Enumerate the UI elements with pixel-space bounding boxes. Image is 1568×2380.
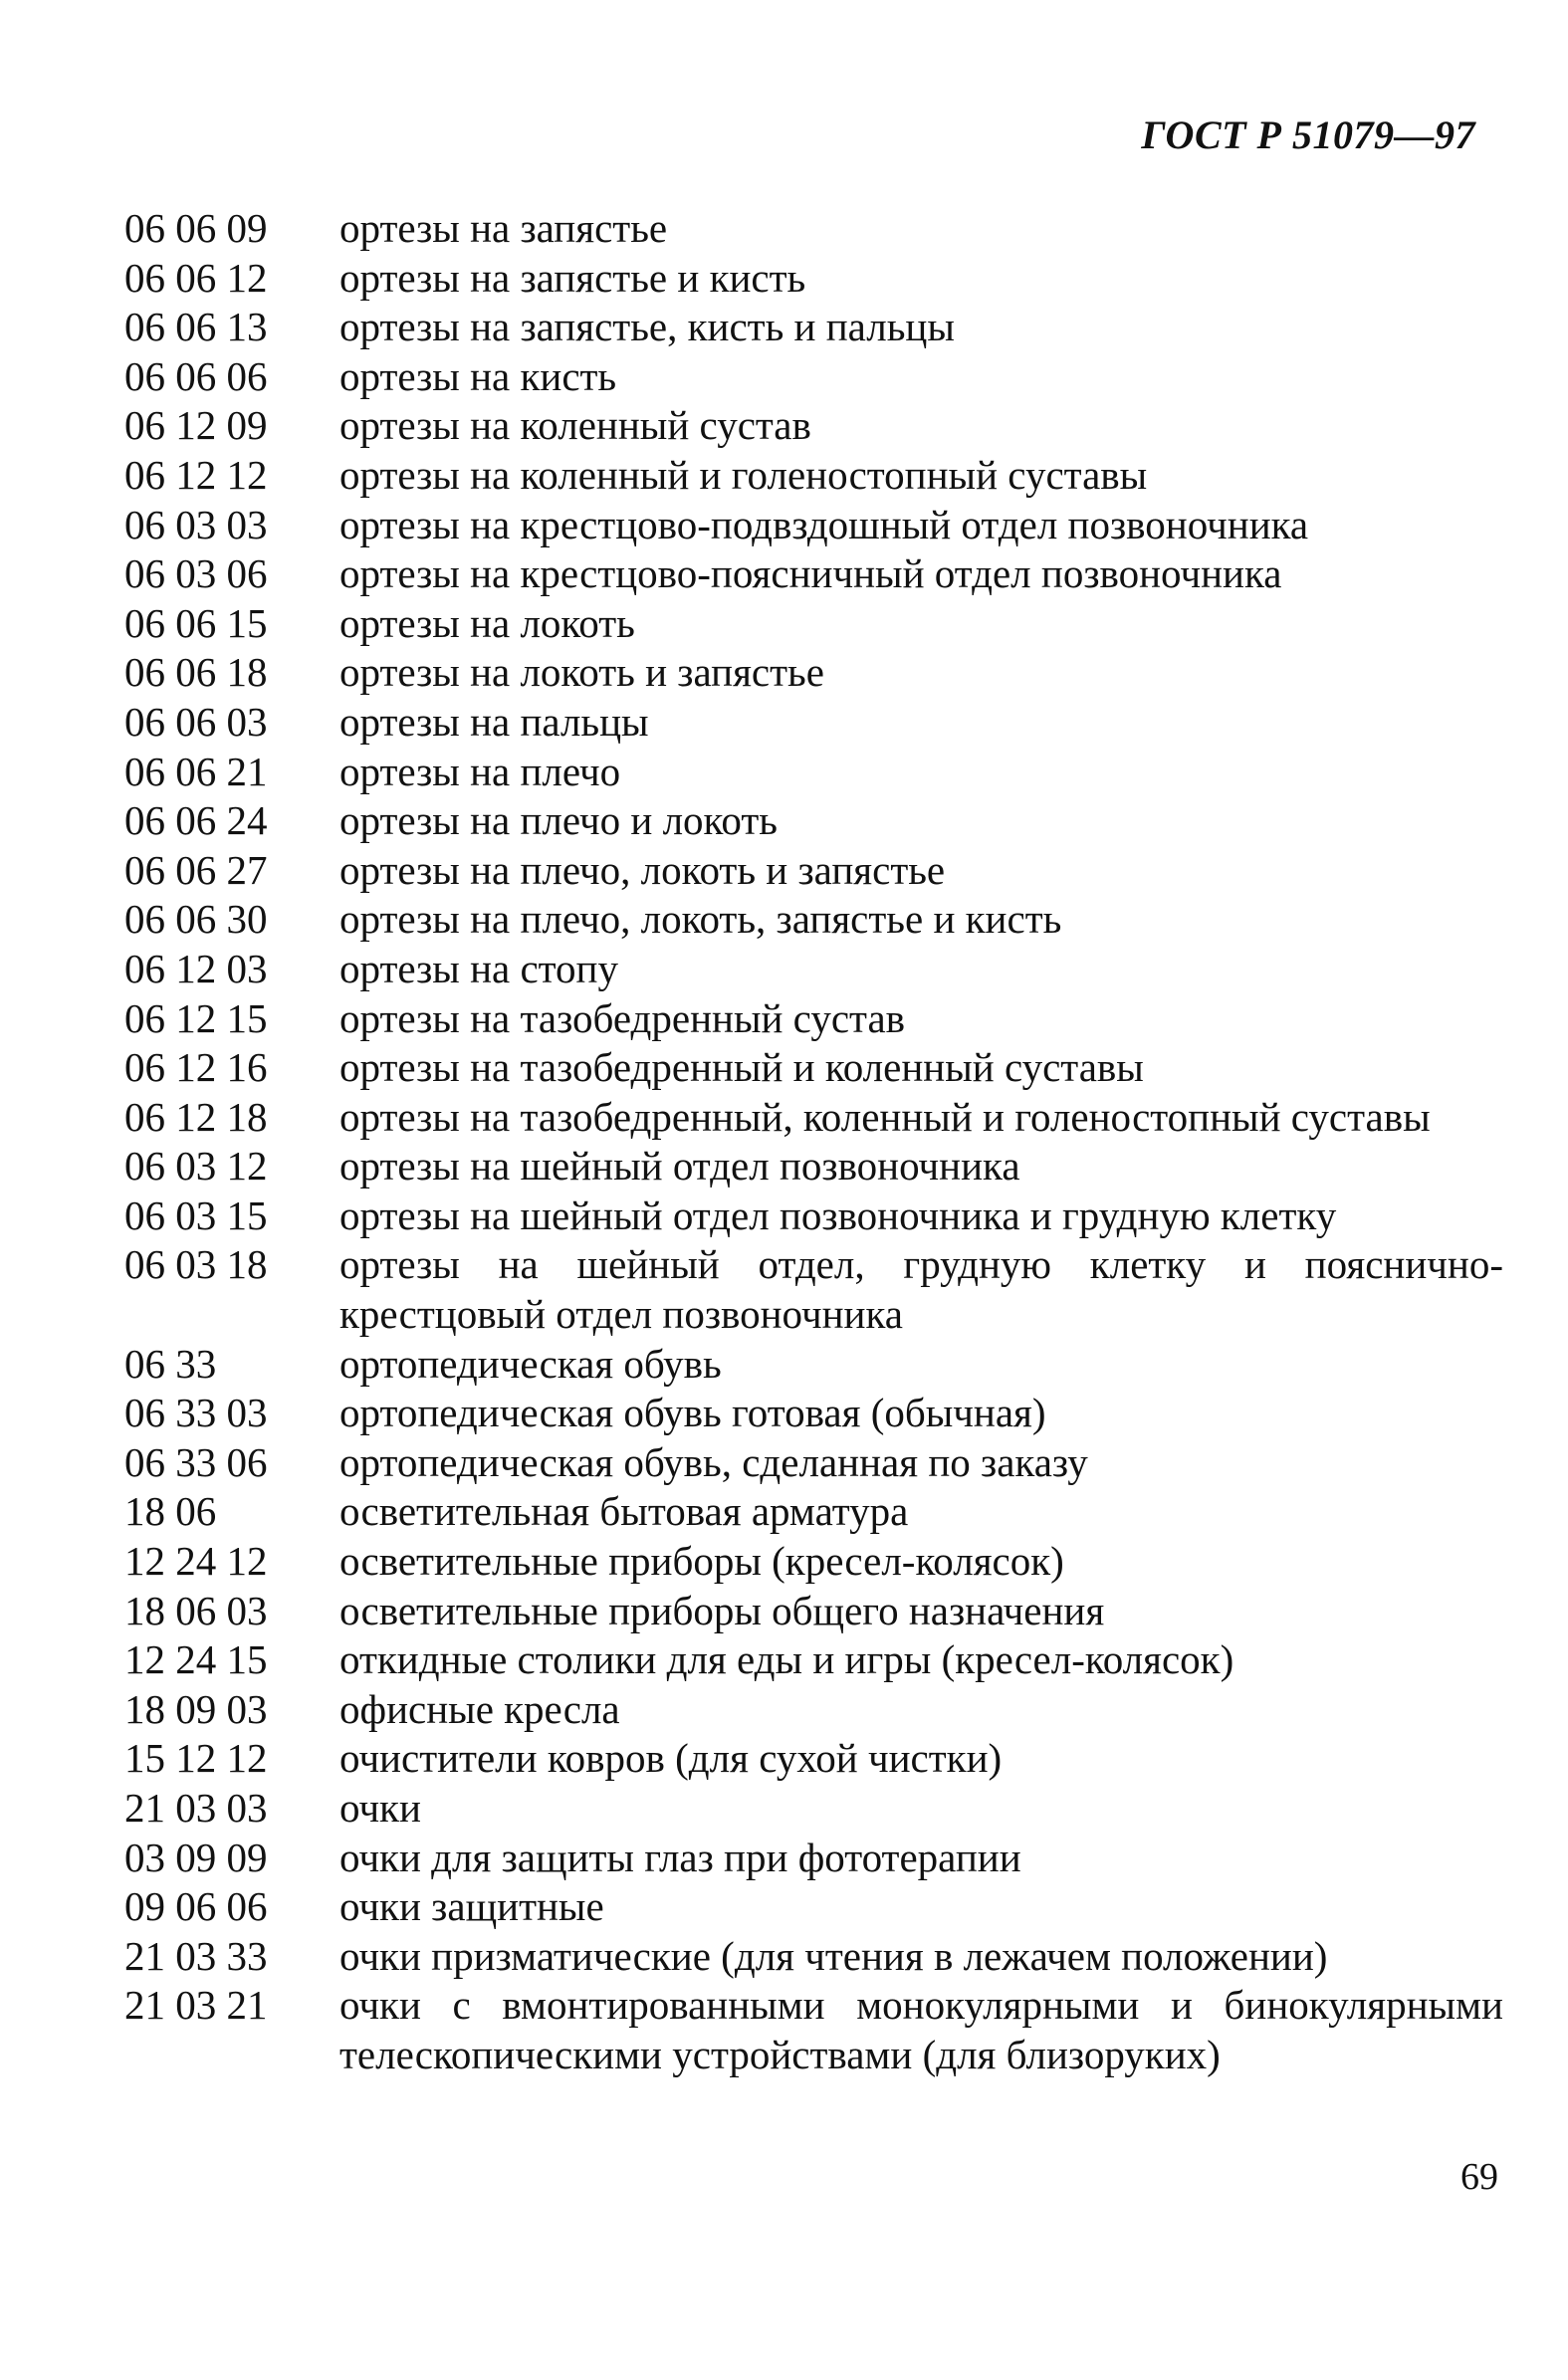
entry-term: ортезы на шейный отдел позвоночника и грудную клетку bbox=[339, 1191, 1337, 1238]
entry-term: ортезы на запястье и кисть bbox=[339, 254, 806, 301]
entry-code: 06 06 24 bbox=[124, 797, 268, 844]
index-entry bbox=[124, 401, 1503, 451]
index-entry bbox=[124, 748, 1503, 797]
entry-code: 06 33 bbox=[124, 1340, 217, 1387]
index-entry bbox=[124, 1191, 1503, 1241]
index-entry bbox=[124, 698, 1503, 748]
index-entry bbox=[124, 1537, 1503, 1587]
page-number: 69 bbox=[1460, 2156, 1498, 2198]
index-entry bbox=[124, 1685, 1503, 1735]
index-entry bbox=[124, 1340, 1503, 1390]
entry-term: ортезы на стопу bbox=[339, 945, 618, 991]
index-entry bbox=[124, 1734, 1503, 1784]
entry-term: ортезы на тазобедренный, коленный и голеностопный суставы bbox=[339, 1093, 1431, 1140]
index-entry bbox=[124, 648, 1503, 698]
entry-term: ортезы на крестцово-поясничный отдел позвоночника bbox=[339, 550, 1282, 597]
entry-code: 06 03 12 bbox=[124, 1143, 268, 1190]
entry-term: очки защитные bbox=[339, 1883, 604, 1930]
entry-code: 06 06 03 bbox=[124, 698, 268, 745]
entry-term: очистители ковров (для сухой чистки) bbox=[339, 1735, 1003, 1782]
entry-code: 21 03 03 bbox=[124, 1785, 268, 1831]
index-entry bbox=[124, 254, 1503, 304]
entry-term: ортопедическая обувь готовая (обычная) bbox=[339, 1390, 1046, 1436]
entry-term: ортезы на плечо и локоть bbox=[339, 797, 778, 844]
entry-term: осветительная бытовая арматура bbox=[339, 1488, 909, 1535]
index-entry bbox=[124, 303, 1503, 352]
entry-code: 06 06 09 bbox=[124, 205, 268, 251]
entry-term: очки для защиты глаз при фототерапии bbox=[339, 1834, 1021, 1880]
entry-term: очки bbox=[339, 1785, 421, 1831]
entry-code: 06 06 13 bbox=[124, 304, 268, 350]
entry-term: ортезы на тазобедренный сустав bbox=[339, 994, 906, 1041]
entry-term: офисные кресла bbox=[339, 1685, 620, 1732]
entry-code: 06 06 18 bbox=[124, 649, 268, 696]
entry-term: осветительные приборы (кресел-колясок) bbox=[339, 1538, 1064, 1585]
entry-code: 06 06 27 bbox=[124, 846, 268, 893]
index-entry bbox=[124, 945, 1503, 994]
entry-code: 12 24 12 bbox=[124, 1538, 268, 1585]
index-entry bbox=[124, 1043, 1503, 1093]
entry-term: ортезы на плечо, локоть, запястье и кисть bbox=[339, 896, 1062, 943]
entry-code: 12 24 15 bbox=[124, 1636, 268, 1683]
entry-code: 06 12 03 bbox=[124, 945, 268, 991]
entry-code: 06 33 06 bbox=[124, 1438, 268, 1485]
entry-code: 21 03 21 bbox=[124, 1982, 268, 2029]
entry-code: 15 12 12 bbox=[124, 1735, 268, 1782]
index-entry bbox=[124, 204, 1503, 254]
index-entry bbox=[124, 846, 1503, 896]
index-entry bbox=[124, 1438, 1503, 1488]
index-entry bbox=[124, 1834, 1503, 1883]
entry-code: 06 06 30 bbox=[124, 896, 268, 943]
index-entry bbox=[124, 1093, 1503, 1143]
entry-code: 06 06 15 bbox=[124, 599, 268, 646]
entry-code: 06 03 18 bbox=[124, 1241, 268, 1288]
entry-code: 06 03 15 bbox=[124, 1191, 268, 1238]
entry-code: 06 12 15 bbox=[124, 994, 268, 1041]
entry-code: 06 12 09 bbox=[124, 402, 268, 449]
entry-code: 06 03 03 bbox=[124, 501, 268, 547]
index-entry bbox=[124, 451, 1503, 501]
entry-term: ортезы на локоть и запястье bbox=[339, 649, 824, 696]
entry-code: 06 12 18 bbox=[124, 1093, 268, 1140]
entry-term: ортезы на шейный отдел, грудную клетку и пояснично-крестцовый отдел позвоночника bbox=[339, 1241, 1503, 1338]
entry-code: 09 06 06 bbox=[124, 1883, 268, 1930]
index-entry bbox=[124, 501, 1503, 550]
entry-term: ортезы на коленный и голеностопный суставы bbox=[339, 451, 1148, 498]
index-entry bbox=[124, 1240, 1503, 1339]
entry-code: 18 06 bbox=[124, 1488, 217, 1535]
entry-term: ортезы на коленный сустав bbox=[339, 402, 811, 449]
entry-term: ортезы на локоть bbox=[339, 599, 635, 646]
entry-code: 06 06 12 bbox=[124, 254, 268, 301]
entry-code: 06 06 06 bbox=[124, 352, 268, 399]
entry-term: ортопедическая обувь bbox=[339, 1340, 722, 1387]
index-entry bbox=[124, 549, 1503, 599]
index-entry bbox=[124, 895, 1503, 945]
entry-term: осветительные приборы общего назначения bbox=[339, 1587, 1105, 1633]
entry-term: ортезы на кисть bbox=[339, 352, 617, 399]
entry-term: откидные столики для еды и игры (кресел-колясок) bbox=[339, 1636, 1234, 1683]
entry-code: 03 09 09 bbox=[124, 1834, 268, 1880]
entry-term: ортезы на тазобедренный и коленный суставы bbox=[339, 1044, 1144, 1091]
entry-term: ортезы на крестцово-подвздошный отдел позвоночника bbox=[339, 501, 1309, 547]
index-entry bbox=[124, 1882, 1503, 1932]
index-entry bbox=[124, 1932, 1503, 1982]
index-entry bbox=[124, 1981, 1503, 2079]
index-entry bbox=[124, 352, 1503, 402]
entry-term: ортопедическая обувь, сделанная по заказу bbox=[339, 1438, 1088, 1485]
entry-code: 06 06 21 bbox=[124, 748, 268, 794]
entry-term: ортезы на плечо, локоть и запястье bbox=[339, 846, 946, 893]
entry-term: ортезы на плечо bbox=[339, 748, 621, 794]
entry-term: ортезы на запястье, кисть и пальцы bbox=[339, 304, 955, 350]
entry-code: 21 03 33 bbox=[124, 1932, 268, 1979]
index-entry bbox=[124, 994, 1503, 1044]
entry-code: 06 12 12 bbox=[124, 451, 268, 498]
index-entry bbox=[124, 1487, 1503, 1537]
entry-term: очки с вмонтированными монокулярными и бинокулярными телескопическими устройствами (для близоруких) bbox=[339, 1982, 1503, 2077]
entry-code: 06 33 03 bbox=[124, 1390, 268, 1436]
entry-code: 06 03 06 bbox=[124, 550, 268, 597]
entry-code: 18 06 03 bbox=[124, 1587, 268, 1633]
running-header: ГОСТ Р 51079—97 bbox=[1141, 112, 1475, 157]
index-entry bbox=[124, 796, 1503, 846]
entry-code: 18 09 03 bbox=[124, 1685, 268, 1732]
index-entry bbox=[124, 1635, 1503, 1685]
entry-term: ортезы на запястье bbox=[339, 205, 668, 251]
index-entry bbox=[124, 1142, 1503, 1191]
index-entry bbox=[124, 1784, 1503, 1834]
index-list bbox=[124, 204, 1503, 2080]
entry-term: ортезы на пальцы bbox=[339, 698, 649, 745]
entry-term: ортезы на шейный отдел позвоночника bbox=[339, 1143, 1020, 1190]
entry-term: очки призматические (для чтения в лежачем положении) bbox=[339, 1932, 1328, 1979]
index-entry bbox=[124, 1389, 1503, 1438]
entry-code: 06 12 16 bbox=[124, 1044, 268, 1091]
index-entry bbox=[124, 599, 1503, 649]
index-entry bbox=[124, 1587, 1503, 1636]
